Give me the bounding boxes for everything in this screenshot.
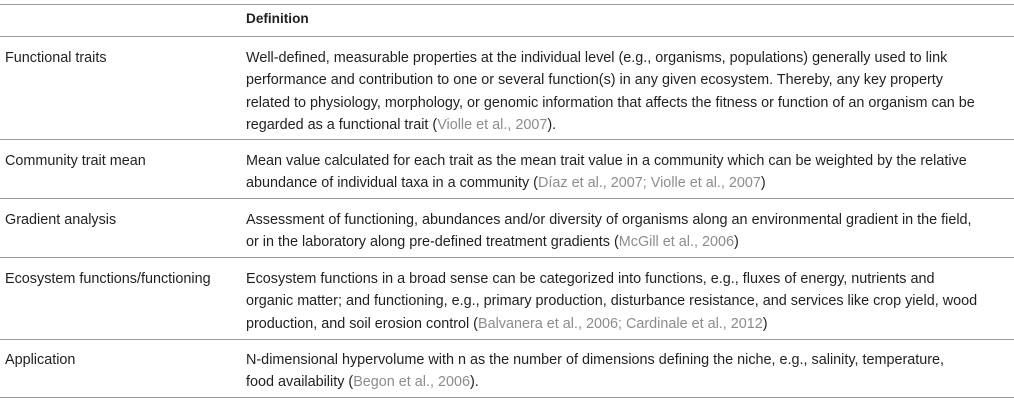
definition-cell — [246, 209, 1012, 254]
definition-cell — [246, 268, 1012, 335]
citation-link[interactable]: Begon et al., 2006 — [353, 374, 471, 391]
definition-line: N-dimensional hypervolume with n as the number of dimensions defining the niche, e.g., salinity, temperature, — [246, 352, 945, 368]
definition-text: abundance of individual taxa in a community ( — [246, 175, 538, 192]
term-cell: Ecosystem functions/functioning — [5, 271, 211, 287]
definition-column-header: Definition — [246, 11, 309, 26]
definition-text: regarded as a functional trait ( — [246, 116, 438, 133]
definition-line: Well-defined, measurable properties at the individual level (e.g., organisms, populations) generally used to link — [246, 50, 948, 66]
definition-tail: ) — [760, 175, 766, 192]
citation-link[interactable]: Balvanera et al., 2006; Cardinale et al., 2012 — [477, 315, 763, 332]
term-cell: Functional traits — [5, 50, 107, 66]
definition-last-line — [246, 231, 1012, 253]
definition-last-line — [246, 172, 1012, 194]
definition-text: or in the laboratory along pre-defined treatment gradients ( — [246, 234, 619, 251]
row-divider — [0, 139, 1014, 140]
definition-tail: ) — [762, 315, 768, 332]
definition-tail: ). — [547, 116, 557, 133]
definition-line: related to physiology, morphology, or genomic information that affects the fitness or function of an organism can be — [246, 94, 975, 111]
definition-line: performance and contribution to one or several function(s) in any given ecosystem. Thereby, any key property — [246, 72, 943, 89]
row-divider — [0, 257, 1014, 258]
definition-tail: ) — [733, 234, 739, 251]
table-top-rule — [0, 4, 1014, 5]
definition-text: production, and soil erosion control ( — [246, 315, 478, 332]
table-bottom-rule — [0, 397, 1014, 398]
term-cell: Community trait mean — [5, 153, 146, 169]
term-cell: Gradient analysis — [5, 212, 117, 228]
header-bottom-rule — [0, 36, 1014, 37]
row-divider — [0, 339, 1014, 340]
citation-link[interactable]: Díaz et al., 2007; Violle et al., 2007 — [537, 175, 761, 192]
citation-link[interactable]: McGill et al., 2006 — [618, 234, 734, 251]
definition-last-line — [246, 371, 1012, 393]
definition-last-line — [246, 313, 1012, 335]
definition-cell — [246, 150, 1012, 195]
definition-line: organic matter; and functioning, e.g., primary production, disturbance resistance, and services like crop yield, wood — [246, 293, 978, 310]
definition-cell — [246, 47, 1012, 136]
row-divider — [0, 198, 1014, 199]
definition-tail: ). — [470, 374, 479, 391]
citation-link[interactable]: Violle et al., 2007 — [437, 116, 548, 133]
definition-line: Ecosystem functions in a broad sense can be categorized into functions, e.g., fluxes of energy, nutrients and — [246, 271, 935, 287]
definition-line: Assessment of functioning, abundances and/or diversity of organisms along an environmental gradient in the field, — [246, 212, 972, 228]
definition-last-line — [246, 114, 1012, 136]
definition-line: Mean value calculated for each trait as the mean trait value in a community which can be weighted by the relative — [246, 153, 967, 169]
definition-cell — [246, 349, 1012, 394]
definition-text: food availability ( — [246, 374, 354, 391]
term-cell: Application — [5, 352, 76, 368]
